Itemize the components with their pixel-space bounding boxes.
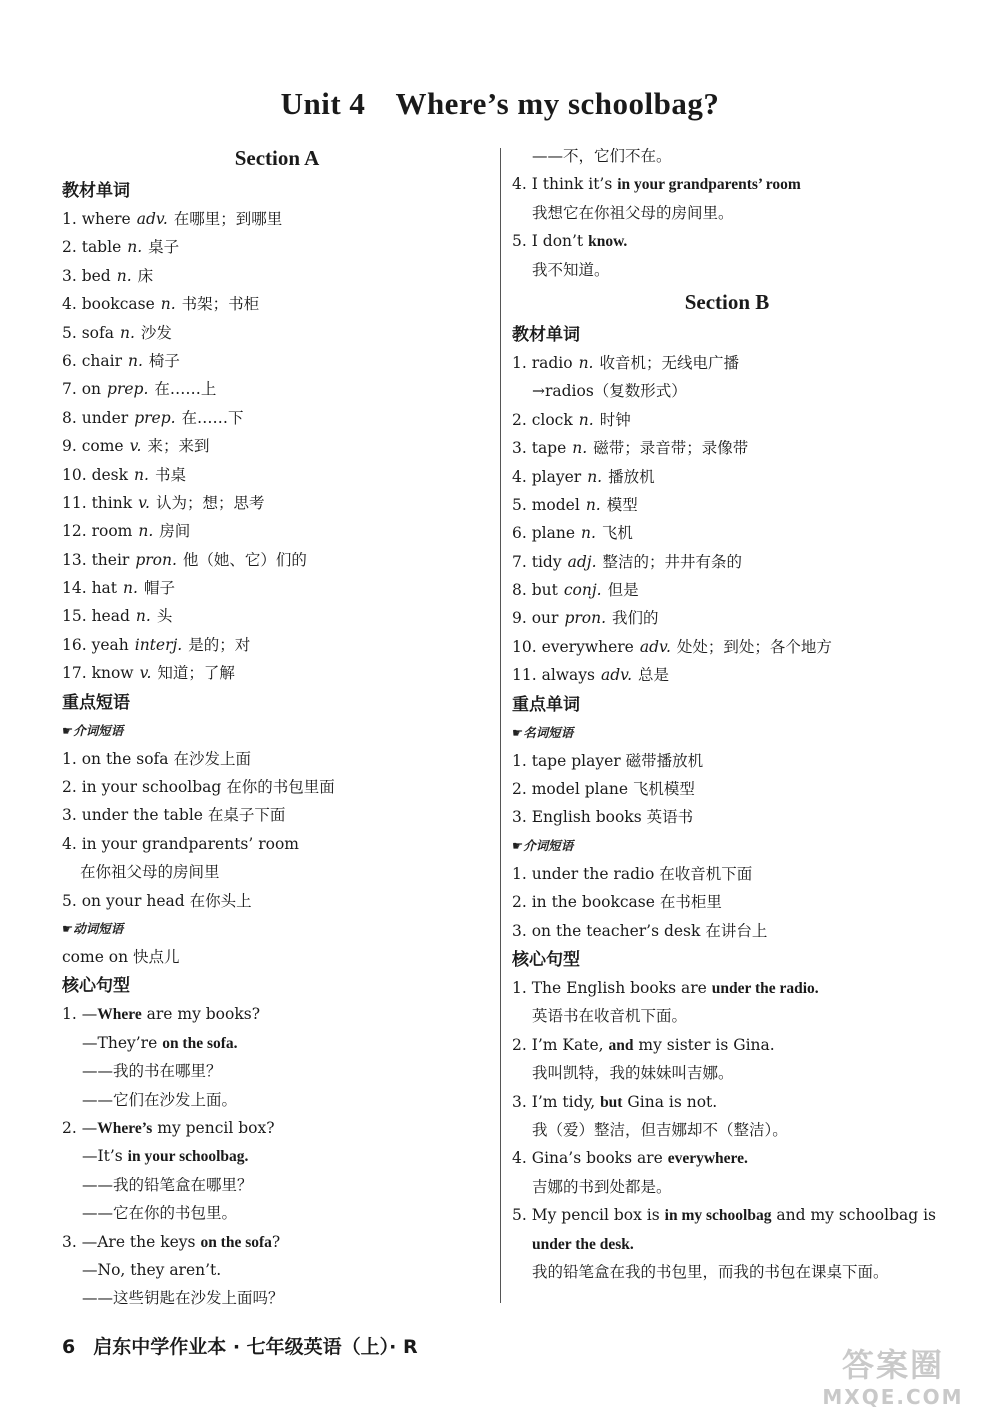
vocab-item (62, 461, 482, 489)
phrase-item: 3. English books 英语书 (512, 808, 694, 827)
vocab-item (512, 349, 952, 377)
vocab-item (62, 574, 482, 602)
vocab-pos: n. (581, 524, 596, 543)
phrase-item: 2. in your schoolbag 在你的书包里面 (62, 778, 335, 797)
vocab-word: 5. sofa (62, 323, 114, 342)
right-column (512, 142, 952, 1286)
sentences-heading: 核心句型 (62, 976, 130, 997)
vocab-item (512, 604, 952, 632)
page-footer (62, 1332, 418, 1359)
sentence-line: 3. —Are the keys on the sofa? (62, 1232, 281, 1251)
vocab-word: 3. tape (512, 439, 567, 458)
sentence-translation: ——我的铅笔盒在哪里？ (82, 1175, 253, 1194)
vocab-word: 15. head (62, 607, 130, 626)
vocab-heading: 教材单词 (512, 324, 580, 345)
vocab-meaning: 我们的 (612, 609, 659, 628)
sentence-translation: 我（爱）整洁，但吉娜却不（整洁）。 (532, 1120, 788, 1139)
vocab-pos: adj. (567, 552, 597, 571)
vocab-pos: n. (578, 353, 594, 372)
vocab-word: 9. our (512, 609, 559, 628)
vocab-word: →radios（复数形式） (532, 382, 687, 401)
key-words-heading: 重点单词 (512, 694, 580, 715)
vocab-pos: v. (138, 493, 150, 512)
prep-phrases-subheading: ☛介词短语 (62, 722, 124, 738)
vocab-pos: v. (139, 664, 152, 683)
vocab-item (512, 548, 952, 576)
sentence-translation: ——这些钥匙在沙发上面吗？ (82, 1289, 284, 1308)
vocab-pos: n. (134, 465, 149, 484)
vocab-pos: n. (127, 238, 143, 257)
vocab-meaning: 总是 (638, 666, 670, 685)
vocab-meaning: 收音机；无线电广播 (599, 353, 740, 372)
vocab-meaning: 在……下 (181, 408, 244, 427)
vocab-meaning: 知道；了解 (157, 664, 235, 683)
vocab-word: 17. know (62, 664, 134, 683)
phrase-item: 3. under the table 在桌子下面 (62, 806, 286, 825)
vocab-word: 7. tidy (512, 552, 562, 571)
vocab-pos: adv. (136, 210, 168, 228)
vocab-word: 14. hat (62, 579, 118, 598)
vocab-item (62, 347, 482, 375)
sentence-line: 5. I don’t know. (512, 232, 628, 251)
phrase-item: 4. in your grandparents’ room (62, 834, 300, 853)
vocab-pos: n. (160, 295, 176, 314)
sentence-line: 2. —Where’s my pencil box? (62, 1118, 275, 1137)
book-title: 启东中学作业本 · 七年级英语（上）· R (93, 1336, 418, 1358)
vocab-word: 12. room (62, 522, 133, 541)
vocab-meaning: 磁带；录音带；录像带 (593, 439, 749, 458)
vocab-meaning: 来；来到 (147, 437, 210, 456)
sentence-line: 1. The English books are under the radio. (512, 978, 819, 997)
vocab-meaning: 书桌 (154, 465, 186, 484)
vocab-meaning: 是的；对 (188, 635, 251, 654)
sentence-line: 1. —Where are my books? (62, 1005, 261, 1024)
vocab-meaning: 飞机 (601, 524, 633, 543)
vocab-item (62, 432, 482, 460)
sentence-translation: 我叫凯特，我的妹妹叫吉娜。 (532, 1064, 734, 1083)
vocab-pos: pron. (564, 609, 607, 628)
phrase-item: 1. on the sofa 在沙发上面 (62, 749, 251, 768)
vocab-word: 1. radio (512, 353, 573, 372)
vocab-word: 6. plane (512, 524, 575, 543)
noun-phrases-subheading: ☛名词短语 (512, 724, 574, 740)
phrases-heading: 重点短语 (62, 692, 130, 713)
sentence-line: 4. I think it’s in your grandparents’ room (512, 175, 801, 194)
vocab-item (62, 375, 482, 403)
vocab-meaning: 桌子 (148, 238, 180, 257)
section-a-heading: Section A (234, 146, 320, 170)
sentence-translation: ——我的书在哪里？ (82, 1062, 222, 1081)
vocab-meaning: 在哪里；到哪里 (173, 210, 283, 228)
page-number: 6 (62, 1336, 76, 1358)
vocab-item (62, 659, 482, 687)
vocab-pos: prep. (134, 408, 176, 427)
vocab-word: 9. come (62, 437, 124, 456)
vocab-meaning: 但是 (607, 581, 639, 600)
vocab-pos: n. (572, 439, 588, 458)
phrase-item: 3. on the teacher’s desk 在讲台上 (512, 921, 768, 940)
vocab-word: 11. think (62, 493, 133, 512)
vocab-pos: conj. (563, 581, 602, 600)
sentence-line: 3. I’m tidy, but Gina is not. (512, 1092, 718, 1111)
vocab-word: 2. table (62, 238, 122, 257)
phrase-item: 2. model plane 飞机模型 (512, 780, 695, 799)
sentence-translation: ——它们在沙发上面。 (82, 1090, 238, 1109)
phrase-item: come on 快点儿 (62, 947, 180, 966)
sentence-line: —It’s in your schoolbag. (82, 1147, 249, 1166)
vocab-pos: adv. (639, 637, 671, 656)
vocab-pos: n. (578, 410, 594, 429)
vocab-word: 8. under (62, 408, 129, 427)
vocab-meaning: 床 (137, 266, 154, 285)
sentence-translation: 我不知道。 (532, 260, 610, 279)
vocab-meaning: 模型 (606, 495, 638, 514)
vocab-pos: n. (123, 579, 138, 598)
vocab-meaning: 沙发 (140, 323, 172, 342)
phrase-item: 1. tape player 磁带播放机 (512, 751, 704, 770)
vocab-word: 10. desk (62, 465, 129, 484)
vocab-item (512, 434, 952, 462)
sentence-translation: ——它在你的书包里。 (82, 1204, 238, 1223)
vocab-item (62, 489, 482, 517)
sentence-translation: 吉娜的书到处都是。 (532, 1177, 672, 1196)
vocab-meaning: 椅子 (148, 351, 180, 370)
vocab-heading: 教材单词 (62, 181, 130, 201)
vocab-meaning: 整洁的；井井有条的 (602, 552, 743, 571)
vocab-item (62, 205, 482, 233)
vocab-word: 4. bookcase (62, 295, 155, 314)
vocab-meaning: 头 (156, 607, 173, 626)
prep-phrases-subheading: ☛介词短语 (512, 837, 574, 853)
vocab-pos: n. (138, 522, 154, 541)
vocab-pos: n. (587, 467, 603, 486)
vocab-item (512, 377, 952, 405)
left-column (62, 140, 482, 1313)
sentence-line: under the desk. (532, 1235, 634, 1253)
vocab-word: 3. bed (62, 266, 111, 285)
vocab-meaning: 认为；想；思考 (155, 493, 265, 512)
vocab-word: 5. model (512, 495, 580, 514)
vocab-meaning: 处处；到处；各个地方 (676, 637, 832, 656)
vocab-pos: n. (116, 266, 132, 285)
vocab-pos: n. (135, 607, 151, 626)
watermark-logo: 答案圈 MXQE.COM (822, 1346, 964, 1409)
unit-title: Where’s my schoolbag? (395, 86, 720, 121)
vocab-word: 8. but (512, 581, 558, 600)
vocab-item (62, 233, 482, 261)
vocab-word: 13. their (62, 550, 130, 569)
vocab-item (512, 576, 952, 604)
vocab-item (62, 546, 482, 574)
vocab-list-a (62, 205, 482, 688)
vocab-item (512, 661, 952, 689)
phrase-item: 1. under the radio 在收音机下面 (512, 864, 753, 883)
phrase-translation: 在你祖父母的房间里 (80, 863, 220, 882)
page-title (0, 86, 1000, 122)
vocab-pos: n. (119, 323, 135, 342)
vocab-pos: adv. (601, 666, 633, 685)
sentence-line: 4. Gina’s books are everywhere. (512, 1149, 748, 1168)
vocab-pos: n. (585, 495, 601, 514)
verb-phrases-subheading: ☛动词短语 (62, 920, 124, 936)
vocab-word: 4. player (512, 467, 582, 486)
vocab-meaning: 在……上 (154, 380, 217, 399)
section-b-heading: Section B (684, 289, 770, 314)
sentence-translation: 我的铅笔盒在我的书包里，而我的书包在课桌下面。 (532, 1262, 889, 1281)
vocab-pos: n. (128, 351, 143, 370)
vocab-word: 2. clock (512, 410, 573, 429)
vocab-item (62, 404, 482, 432)
vocab-item (512, 463, 952, 491)
vocab-word: 11. always (512, 666, 595, 685)
vocab-word: 7. on (62, 380, 102, 399)
column-divider (500, 148, 501, 1303)
vocab-item (62, 602, 482, 630)
vocab-item (62, 290, 482, 318)
vocab-meaning: 播放机 (608, 467, 655, 486)
vocab-item (62, 262, 482, 290)
sentence-line: —They’re on the sofa. (82, 1033, 238, 1052)
sentence-translation: ——不，它们不在。 (532, 147, 672, 165)
vocab-pos: v. (129, 437, 142, 456)
vocab-meaning: 书架；书柜 (181, 295, 260, 314)
vocab-meaning: 时钟 (599, 410, 631, 429)
sentence-line: 5. My pencil box is in my schoolbag and my schoolbag is (512, 1206, 936, 1225)
vocab-pos: prep. (107, 380, 149, 399)
vocab-list-b (512, 349, 952, 690)
vocab-word: 16. yeah (62, 635, 129, 654)
unit-number: Unit 4 (280, 86, 366, 121)
vocab-pos: interj. (134, 635, 183, 654)
vocab-meaning: 帽子 (143, 579, 175, 598)
vocab-word: 6. chair (62, 351, 122, 370)
phrase-item: 5. on your head 在你头上 (62, 891, 252, 910)
phrase-item: 2. in the bookcase 在书柜里 (512, 893, 722, 912)
vocab-item (62, 319, 482, 347)
vocab-item (512, 633, 952, 661)
vocab-word: 10. everywhere (512, 637, 634, 656)
vocab-word: 1. where (62, 210, 131, 228)
vocab-meaning: 房间 (159, 522, 191, 541)
vocab-meaning: 他（她、它）们的 (182, 550, 307, 569)
vocab-item (512, 491, 952, 519)
vocab-item (512, 519, 952, 547)
sentence-translation: 我想它在你祖父母的房间里。 (532, 203, 734, 222)
vocab-item (62, 631, 482, 659)
sentence-translation: 英语书在收音机下面。 (532, 1007, 688, 1026)
vocab-item (512, 406, 952, 434)
sentence-line: 2. I’m Kate, and my sister is Gina. (512, 1035, 775, 1054)
vocab-item (62, 517, 482, 545)
sentences-heading: 核心句型 (512, 949, 580, 970)
sentence-line: —No, they aren’t. (82, 1260, 222, 1279)
vocab-pos: pron. (135, 550, 177, 569)
